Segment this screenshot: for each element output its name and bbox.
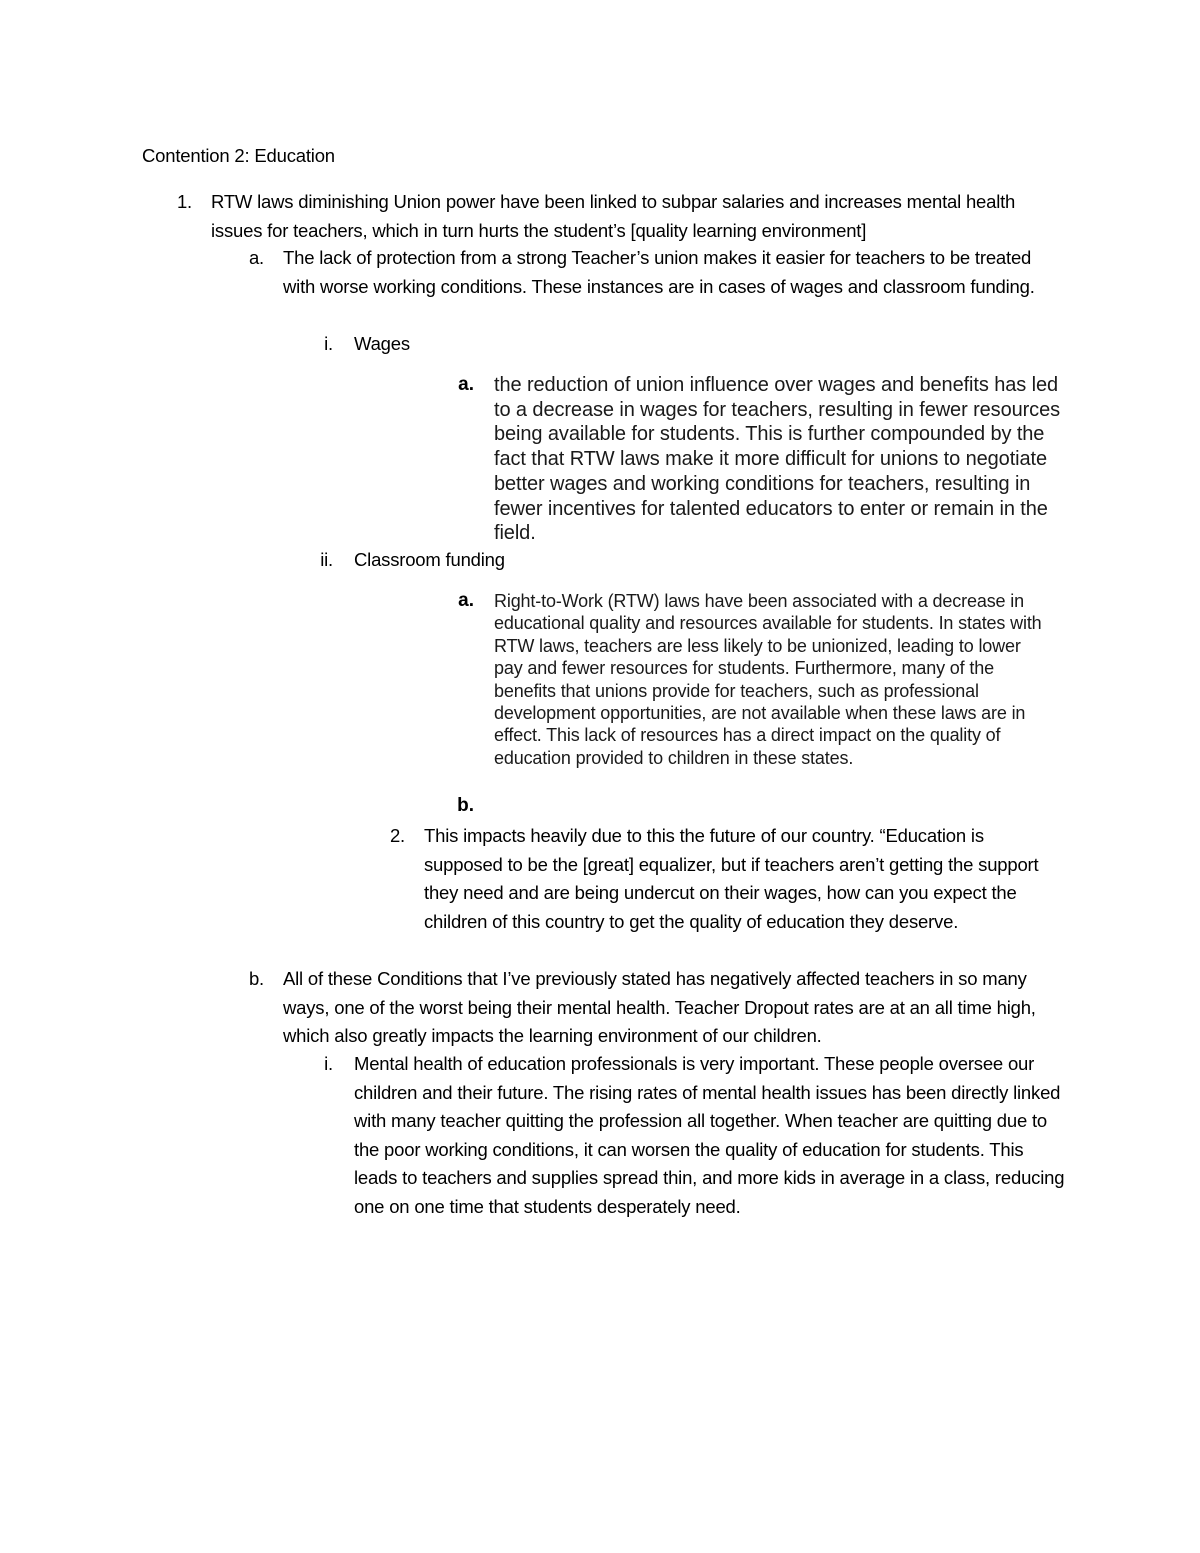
point-1-text: RTW laws diminishing Union power have been linked to subpar salaries and increases mental health issues for teachers, which in turn hurts the student’s [quality learning environment]: [211, 191, 1016, 241]
classroom-funding-heading: Classroom funding: [354, 549, 505, 570]
list-marker-1a-i: i.: [324, 333, 333, 354]
point-1b-text: All of these Conditions that I’ve previously stated has negatively affected teachers in so many ways, one of the worst being their mental health. Teacher Dropout rates are at an all time high, which also greatly impacts the learning environment of our children.: [283, 968, 1036, 1046]
list-marker-2: 2.: [389, 825, 405, 846]
classroom-funding-detail-text: Right-to-Work (RTW) laws have been associated with a decrease in educational quality and resources available for students. In states with RTW laws, teachers are less likely to be unionized, leading to lower pay and fewer resources for students. Furthermore, many of the benefits that unions provide for teachers, such as professional development opportunities, are not available when these laws are in effect. This lack of resources has a direct impact on the quality of education provided to children in these states.: [494, 591, 1042, 768]
wages-detail-text: the reduction of union influence over wages and benefits has led to a decrease in wages for teachers, resulting in fewer resources being available for students. This is further compounded by the fact that RTW laws make it more difficult for unions to negotiate better wages and working conditions for teachers, resulting in fewer incentives for talented educators to enter or remain in the field.: [494, 374, 1061, 545]
point-1a-text: The lack of protection from a strong Teacher’s union makes it easier for teachers to be treated with worse working conditions. These instances are in cases of wages and classroom funding.: [283, 247, 1035, 297]
list-marker-1b: b.: [248, 968, 264, 989]
mental-health-text: Mental health of education professionals is very important. These people oversee our children and their future. The rising rates of mental health issues has been directly linked with many teacher quitting the profession all together. When teacher are quitting due to the poor working conditions, it can worsen the quality of education for students. This leads to teachers and supplies spread thin, and more kids in average in a class, reducing one on one time that students desperately need.: [354, 1053, 1065, 1217]
list-marker-funding-b: b.: [457, 795, 474, 816]
list-marker-1b-i: i.: [324, 1053, 333, 1074]
point-2-text: This impacts heavily due to this the future of our country. “Education is supposed to be the [great] equalizer, but if teachers aren’t getting the support they need and are being undercut on their wages, how can you expect the children of this country to get the quality of education they deserve.: [424, 825, 1039, 932]
list-marker-wages-a: a.: [458, 374, 474, 395]
list-marker-1: 1.: [176, 191, 192, 212]
list-marker-1a: a.: [248, 247, 264, 268]
wages-heading: Wages: [354, 333, 410, 354]
list-marker-1a-ii: ii.: [320, 549, 333, 570]
page-title: Contention 2: Education: [142, 145, 335, 166]
list-marker-funding-a: a.: [458, 590, 474, 611]
